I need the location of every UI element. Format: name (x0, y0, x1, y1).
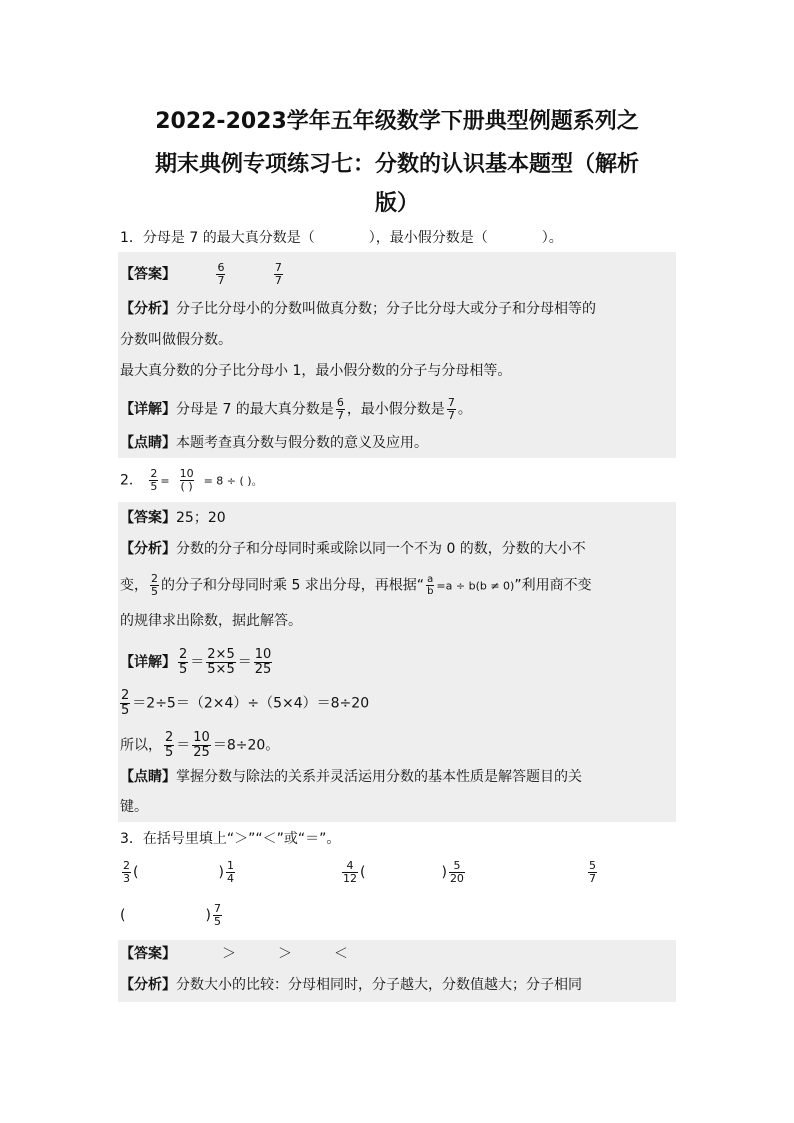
paren-left: ( (360, 864, 366, 881)
detail-text: ，最小假分数是 (346, 401, 445, 418)
q2-answer (120, 508, 226, 528)
fraction: $\frac{2}{5}$ (150, 467, 158, 493)
q1-answer (120, 262, 285, 287)
tip-label: 【点睛】 (120, 769, 176, 785)
answer-text: 25；20 (176, 510, 226, 526)
detail-text: ＝8÷20。 (212, 737, 280, 754)
detail-text: ＝2÷5＝（2×4）÷（5×4）＝8÷20 (132, 695, 370, 712)
doc-title-line-2: 期末典例专项练习七：分数的认识基本题型（解析 (154, 152, 639, 177)
q1-stem-part: ），最小假分数是（ (368, 230, 488, 246)
fraction: $\frac{10}{( )}$ (179, 467, 194, 493)
doc-title-line-1: 2022-2023学年五年级数学下册典型例题系列之 (155, 109, 639, 134)
tip-label: 【点睛】 (120, 435, 176, 451)
fraction: $\frac{a}{b}$ (427, 574, 434, 597)
q2-tip-1 (120, 767, 582, 787)
analysis-text: 变， (120, 577, 148, 594)
q2-analysis-2 (120, 573, 592, 598)
fraction: $\frac{2}{5}$ (151, 572, 158, 598)
q3-analysis-1 (120, 975, 582, 995)
analysis-label: 【分析】 (120, 977, 176, 993)
detail-text: 分母是 7 的最大真分数是 (176, 401, 334, 418)
detail-text: 所以， (120, 737, 162, 754)
fraction: $\frac{4}{12}$ (343, 859, 357, 885)
fraction: $\frac{10}{25}$ (254, 647, 272, 677)
q1-stem-part: 1．分母是 7 的最大真分数是（ (120, 230, 315, 246)
fraction: $\frac{6}{7}$ (217, 261, 225, 287)
answer-label: 【答案】 (120, 946, 176, 962)
equals-sign: = (160, 474, 170, 488)
detail-text: 。 (457, 401, 472, 418)
q2-detail-2 (118, 689, 369, 718)
fraction: $\frac{6}{7}$ (336, 396, 344, 422)
fraction: $\frac{10}{25}$ (193, 730, 210, 760)
detail-label: 【详解】 (120, 654, 176, 671)
q3-compare-3-right (120, 903, 224, 928)
fraction: $\frac{2}{3}$ (123, 859, 130, 885)
q2-detail-1 (120, 648, 274, 677)
rule-formula: =a ÷ b(b ≠ 0) (436, 579, 515, 593)
answer-symbol: ＞ (222, 946, 236, 962)
analysis-text: 分子比分母小的分数叫做真分数；分子比分母大或分子和分母相等的 (176, 301, 596, 317)
equals-sign: ＝ (176, 737, 191, 754)
fraction: $\frac{2}{5}$ (179, 647, 188, 677)
analysis-text: 分数的分子和分母同时乘或除以同一个不为 0 的数，分数的大小不 (176, 541, 586, 557)
q2-stem (120, 468, 263, 493)
q1-analysis-2: 分数叫做假分数。 (120, 332, 232, 348)
paren-right: ) (205, 907, 211, 924)
fraction: $\frac{7}{7}$ (447, 396, 455, 422)
equals-sign: ＝ (190, 654, 205, 671)
analysis-text: ”利用商不变 (514, 577, 592, 594)
fraction: $\frac{2}{5}$ (121, 688, 130, 718)
fraction: $\frac{2\times 5}{5\times 5}$ (207, 647, 235, 677)
fraction: $\frac{7}{7}$ (274, 261, 282, 287)
q3-stem: 3．在括号里填上“＞”“＜”或“＝”。 (120, 831, 341, 847)
tip-text: 掌握分数与除法的关系并灵活运用分数的基本性质是解答题目的关 (176, 769, 582, 785)
analysis-text: 的分子和分母同时乘 5 求出分母，再根据“ (161, 577, 425, 594)
answer-symbol: ＞ (278, 946, 292, 962)
paren-left: ( (120, 907, 126, 924)
q2-detail-3 (120, 731, 279, 760)
q2-tip-2: 键。 (120, 799, 148, 815)
q1-stem (120, 228, 563, 248)
fraction: $\frac{7}{5}$ (213, 902, 221, 928)
answer-symbol: ＜ (334, 946, 348, 962)
q1-stem-part: ）。 (541, 230, 563, 246)
fraction: $\frac{5}{7}$ (589, 859, 596, 885)
q3-compare-1 (120, 860, 237, 885)
analysis-label: 【分析】 (120, 541, 176, 557)
q1-analysis-3: 最大真分数的分子比分母小 1，最小假分数的分子与分母相等。 (120, 363, 512, 379)
fraction: $\frac{5}{20}$ (449, 859, 464, 885)
paren-left: ( (133, 864, 139, 881)
paren-right: ) (441, 864, 447, 881)
doc-title-line-3: 版） (374, 191, 419, 216)
analysis-text: 分数大小的比较：分母相同时，分子越大，分数值越大；分子相同 (176, 977, 582, 993)
q2-number: 2． (120, 472, 143, 489)
detail-label: 【详解】 (120, 401, 176, 418)
answer-label: 【答案】 (120, 510, 176, 526)
q1-detail (120, 397, 472, 422)
q1-tip (120, 433, 428, 453)
q3-compare-2 (340, 860, 467, 885)
answer-label: 【答案】 (120, 266, 176, 283)
q3-answer (120, 944, 348, 964)
fraction: $\frac{1}{4}$ (226, 859, 234, 885)
tip-text: 本题考查真分数与假分数的意义及应用。 (176, 435, 428, 451)
q2-stem-tail: = 8 ÷ ( )。 (203, 474, 263, 488)
paren-right: ) (218, 864, 224, 881)
fraction: $\frac{2}{5}$ (165, 730, 174, 760)
equals-sign: ＝ (237, 654, 252, 671)
analysis-label: 【分析】 (120, 301, 176, 317)
q1-analysis-1 (120, 299, 596, 319)
q2-analysis-1 (120, 539, 586, 559)
q3-compare-3-left (586, 860, 599, 885)
q2-analysis-3: 的规律求出除数，据此解答。 (120, 613, 302, 629)
